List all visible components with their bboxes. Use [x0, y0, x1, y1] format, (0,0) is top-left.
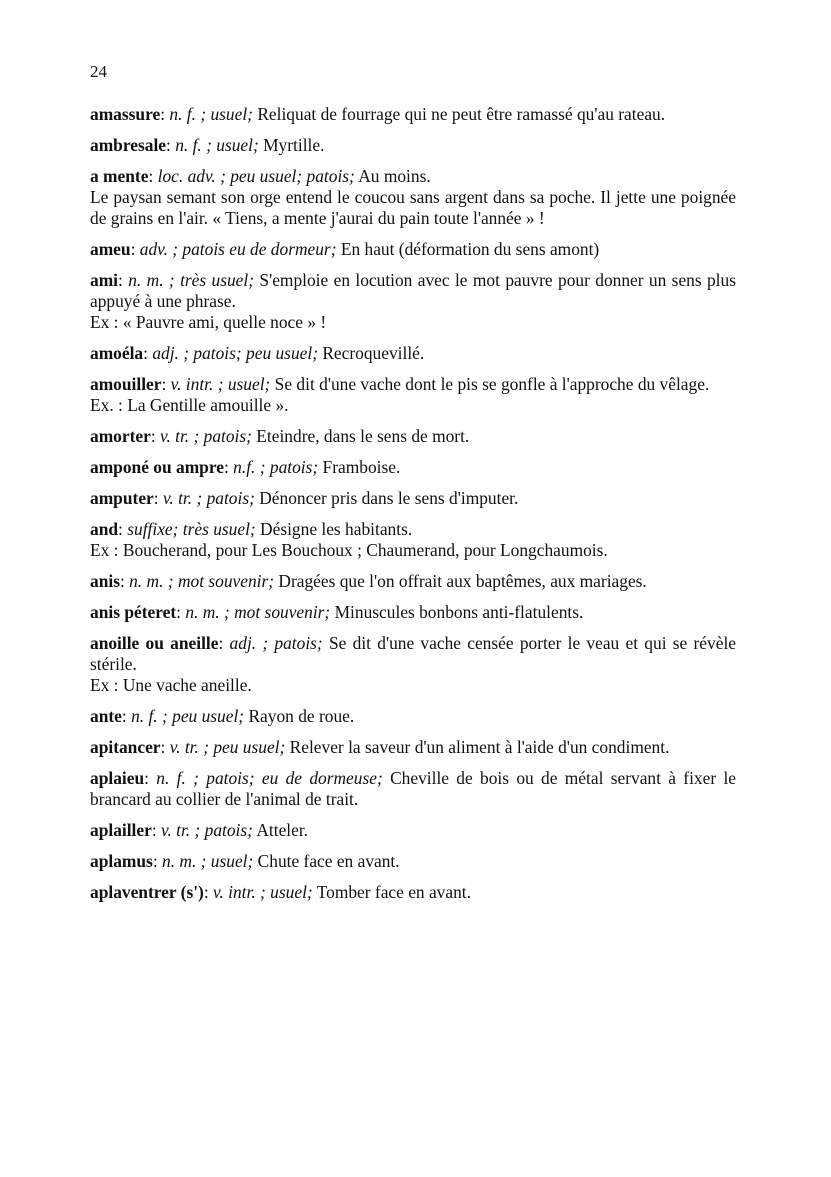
entry-definition: Dénoncer pris dans le sens d'imputer. — [254, 488, 519, 508]
entry-headword: ameu — [90, 239, 131, 259]
entry-main-line — [90, 135, 736, 156]
entry-grammar: n. f. ; patois; eu de dormeuse; — [156, 768, 383, 788]
entry-grammar: n. f. ; usuel; — [169, 104, 253, 124]
entry-definition: Eteindre, dans le sens de mort. — [251, 426, 470, 446]
entry-example: Ex : Une vache aneille. — [90, 675, 252, 695]
entry-grammar: loc. adv. ; peu usuel; patois; — [157, 166, 355, 186]
entry-main-line — [90, 737, 736, 758]
entry-separator: : — [218, 633, 230, 653]
entry-separator: : — [153, 488, 163, 508]
entry-main-line — [90, 571, 736, 592]
entry-separator: : — [151, 820, 162, 840]
entry-grammar: n. m. ; mot souvenir; — [185, 602, 331, 622]
entry-main-line — [90, 706, 736, 727]
dictionary-entry — [90, 270, 736, 333]
dictionary-entry — [90, 571, 736, 592]
entry-grammar: v. tr. ; peu usuel; — [169, 737, 286, 757]
dictionary-entry — [90, 851, 736, 872]
entry-separator: : — [161, 374, 171, 394]
entry-grammar: n. m. ; mot souvenir; — [129, 571, 275, 591]
dictionary-entry — [90, 343, 736, 364]
dictionary-entry — [90, 633, 736, 696]
entry-separator: : — [121, 706, 132, 726]
entry-example: Ex : « Pauvre ami, quelle noce » ! — [90, 312, 327, 332]
entry-headword: anis — [90, 571, 120, 591]
dictionary-entry — [90, 882, 736, 903]
entry-main-line — [90, 519, 736, 540]
page-number: 24 — [90, 62, 107, 81]
entry-grammar: n. m. ; usuel; — [162, 851, 254, 871]
entry-grammar: adj. ; patois; — [229, 633, 323, 653]
entry-main-line — [90, 343, 736, 364]
entry-headword: amponé ou ampre — [90, 457, 224, 477]
entry-grammar: adv. ; patois eu de dormeur; — [139, 239, 337, 259]
entry-definition: En haut (déformation du sens amont) — [336, 239, 600, 259]
entry-separator: : — [118, 519, 128, 539]
entry-separator: : — [160, 104, 170, 124]
dictionary-entry — [90, 239, 736, 260]
entry-definition: S'emploie en locution avec le mot pauvre pour donner un sens plus appuyé à une phrase. — [90, 270, 736, 311]
entry-main-line — [90, 426, 736, 447]
entry-headword: ante — [90, 706, 122, 726]
entry-main-line — [90, 457, 736, 478]
entry-main-line — [90, 882, 736, 903]
entry-grammar: v. intr. ; usuel; — [213, 882, 313, 902]
entry-headword: amputer — [90, 488, 154, 508]
entry-grammar: n. f. ; usuel; — [175, 135, 259, 155]
entry-headword: ambresale — [90, 135, 166, 155]
entry-separator: : — [143, 343, 153, 363]
entry-definition: Myrtille. — [258, 135, 325, 155]
entry-main-line — [90, 104, 736, 125]
entry-main-line — [90, 633, 736, 675]
entry-definition: Au moins. — [354, 166, 431, 186]
entry-headword: amoéla — [90, 343, 144, 363]
entry-separator: : — [144, 768, 157, 788]
dictionary-entries — [90, 104, 736, 913]
entry-headword: and — [90, 519, 119, 539]
entry-headword: amorter — [90, 426, 151, 446]
entry-separator: : — [152, 851, 163, 871]
entry-definition: Framboise. — [318, 457, 401, 477]
entry-grammar: v. tr. ; patois; — [160, 426, 252, 446]
entry-example: Le paysan semant son orge entend le coucou sans argent dans sa poche. Il jette une poignée de grains en l'air. « Tiens, a mente j'aurai du pain toute l'année » ! — [90, 187, 736, 228]
entry-grammar: v. intr. ; usuel; — [170, 374, 271, 394]
dictionary-entry — [90, 457, 736, 478]
entry-example: Ex : Boucherand, pour Les Bouchoux ; Chaumerand, pour Longchaumois. — [90, 540, 608, 560]
entry-headword: anis péteret — [90, 602, 177, 622]
entry-main-line — [90, 602, 736, 623]
entry-separator: : — [166, 135, 176, 155]
entry-example: Ex. : La Gentille amouille ». — [90, 395, 289, 415]
entry-definition: Cheville de bois ou de métal servant à fixer le brancard au collier de l'animal de trait. — [90, 768, 736, 809]
entry-definition: Minuscules bonbons anti-flatulents. — [330, 602, 584, 622]
entry-separator: : — [203, 882, 214, 902]
dictionary-entry — [90, 602, 736, 623]
dictionary-entry — [90, 374, 736, 416]
dictionary-entry — [90, 768, 736, 810]
entry-grammar: v. tr. ; patois; — [162, 488, 255, 508]
entry-definition: Se dit d'une vache censée porter le veau et qui se révèle stérile. — [90, 633, 736, 674]
entry-main-line — [90, 374, 736, 395]
entry-separator: : — [160, 737, 170, 757]
entry-grammar: n. m. ; très usuel; — [128, 270, 255, 290]
entry-separator: : — [223, 457, 234, 477]
entry-main-line — [90, 851, 736, 872]
entry-headword: aplaventrer (s') — [90, 882, 204, 902]
dictionary-entry — [90, 166, 736, 229]
entry-definition: Reliquat de fourrage qui ne peut être ramassé qu'au rateau. — [252, 104, 666, 124]
entry-separator: : — [176, 602, 186, 622]
dictionary-entry — [90, 737, 736, 758]
entry-separator: : — [118, 270, 129, 290]
entry-headword: aplaieu — [90, 768, 145, 788]
dictionary-entry — [90, 820, 736, 841]
entry-definition: Désigne les habitants. — [255, 519, 413, 539]
entry-separator: : — [150, 426, 161, 446]
dictionary-entry — [90, 135, 736, 156]
entry-headword: aplamus — [90, 851, 153, 871]
entry-separator: : — [130, 239, 140, 259]
dictionary-entry — [90, 488, 736, 509]
entry-main-line — [90, 270, 736, 312]
entry-headword: ami — [90, 270, 119, 290]
entry-headword: amassure — [90, 104, 161, 124]
entry-main-line — [90, 166, 736, 187]
entry-grammar: v. tr. ; patois; — [161, 820, 253, 840]
entry-headword: aplailler — [90, 820, 152, 840]
entry-main-line — [90, 488, 736, 509]
entry-separator: : — [119, 571, 130, 591]
entry-definition: Relever la saveur d'un aliment à l'aide d'un condiment. — [285, 737, 670, 757]
entry-headword: a mente — [90, 166, 149, 186]
dictionary-entry — [90, 519, 736, 561]
dictionary-entry — [90, 706, 736, 727]
entry-grammar: n.f. ; patois; — [233, 457, 319, 477]
entry-definition: Atteler. — [252, 820, 309, 840]
entry-grammar: adj. ; patois; peu usuel; — [152, 343, 318, 363]
entry-grammar: suffixe; très usuel; — [127, 519, 256, 539]
entry-definition: Rayon de roue. — [244, 706, 355, 726]
entry-main-line — [90, 768, 736, 810]
entry-main-line — [90, 239, 736, 260]
entry-headword: apitancer — [90, 737, 161, 757]
entry-grammar: n. f. ; peu usuel; — [131, 706, 245, 726]
entry-headword: amouiller — [90, 374, 162, 394]
entry-main-line — [90, 820, 736, 841]
entry-separator: : — [148, 166, 158, 186]
entry-headword: anoille ou aneille — [90, 633, 219, 653]
entry-definition: Chute face en avant. — [253, 851, 400, 871]
entry-definition: Dragées que l'on offrait aux baptêmes, aux mariages. — [274, 571, 647, 591]
dictionary-entry — [90, 426, 736, 447]
entry-definition: Se dit d'une vache dont le pis se gonfle à l'approche du vêlage. — [270, 374, 710, 394]
entry-definition: Tomber face en avant. — [312, 882, 471, 902]
entry-definition: Recroquevillé. — [317, 343, 425, 363]
dictionary-entry — [90, 104, 736, 125]
